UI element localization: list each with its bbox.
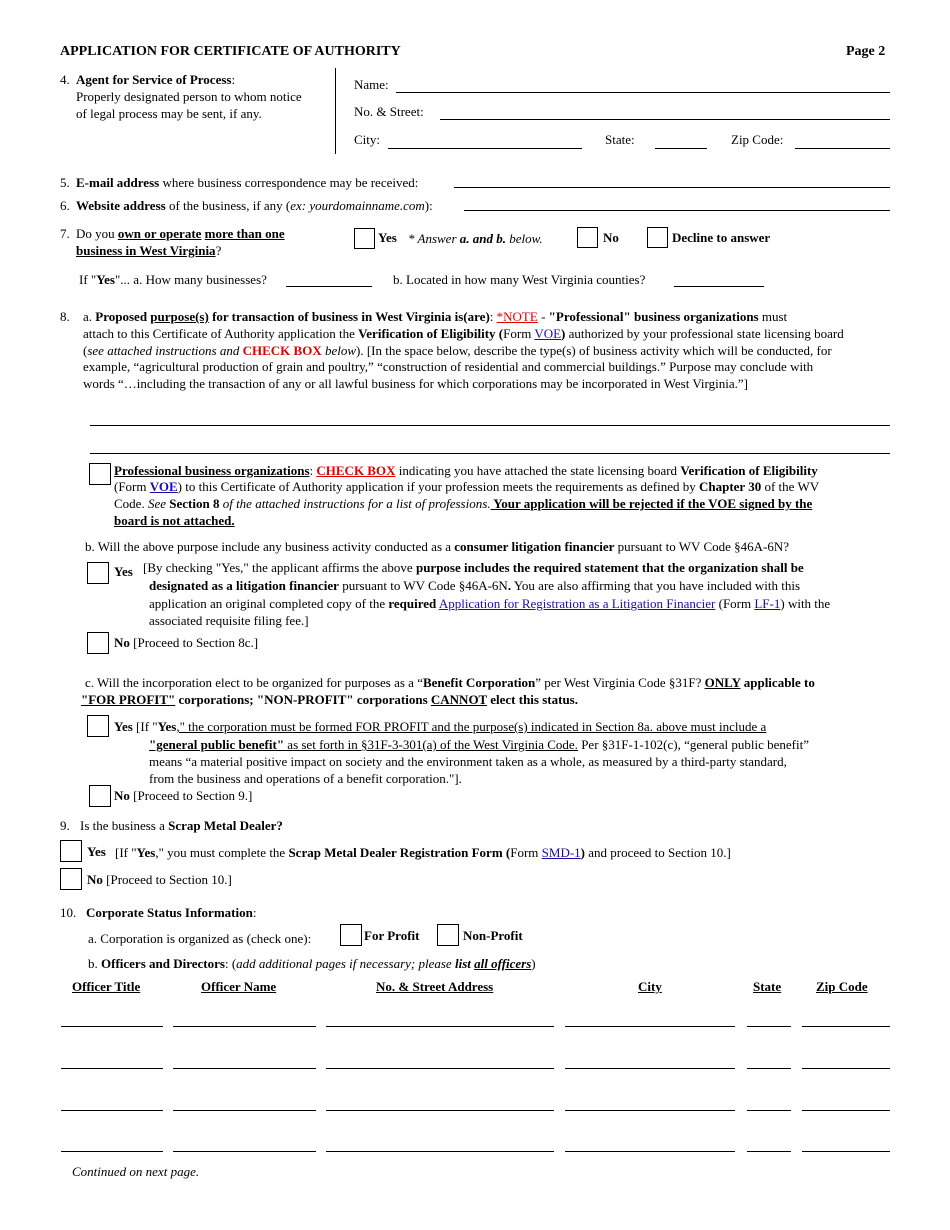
s8b-no-label: No [Proceed to Section 8c.] [114,635,259,650]
website-field[interactable] [464,210,890,211]
s8b-yes-line2: designated as a litigation financier pursuant to WV Code §46A-6N. You are also affirming that you have included with this [149,578,801,593]
officer-street-field[interactable] [326,1151,554,1152]
officer-state-field[interactable] [747,1068,791,1069]
officer-zip-field[interactable] [802,1110,890,1111]
non-profit-label: Non-Profit [463,928,523,943]
s7-no-checkbox[interactable] [577,227,598,248]
for-profit-label: For Profit [364,928,420,943]
s10b-label: b. Officers and Directors: (add additional pages if necessary; please list all officers) [88,956,536,971]
s8b-yes-line3: application an original completed copy of the required Application for Registration as a Litigation Financier (Form LF-1) with the [149,596,831,611]
s9-question: Is the business a Scrap Metal Dealer? [80,818,283,833]
s4-number: 4. [60,72,70,87]
officer-title-field[interactable] [61,1110,163,1111]
smd1-link[interactable]: SMD-1 [541,845,581,860]
prof-org-checkbox[interactable] [89,463,111,485]
s8b-yes-line1: [By checking "Yes," the applicant affirms the above purpose includes the required statement that the organization shall be [143,560,804,575]
non-profit-checkbox[interactable] [437,924,459,946]
s7-decline-checkbox[interactable] [647,227,668,248]
s8b-yes-checkbox[interactable] [87,562,109,584]
s5-label: E-mail address where business correspondence may be received: [76,175,419,190]
agent-state-label: State: [605,132,635,147]
agent-zip-field[interactable] [795,148,890,149]
s4-divider [335,68,336,154]
s7-question-line2: business in West Virginia? [76,243,222,258]
s8c-yes-line3: means “a material positive impact on society and the environment taken as a whole, as measured by a third-party standard, [149,754,787,769]
s7-a-field[interactable] [286,286,372,287]
officer-title-field[interactable] [61,1026,163,1027]
officer-street-field[interactable] [326,1068,554,1069]
officer-state-field[interactable] [747,1151,791,1152]
purpose-field-line1[interactable] [90,425,890,426]
prof-line4: board is not attached. [114,513,235,528]
voe-link[interactable]: VOE [534,326,562,341]
for-profit-checkbox[interactable] [340,924,362,946]
continued-note: Continued on next page. [72,1164,200,1179]
officer-zip-field[interactable] [802,1151,890,1152]
col-officer-name: Officer Name [201,979,277,994]
officer-name-field[interactable] [173,1110,316,1111]
col-street-address: No. & Street Address [376,979,494,994]
agent-zip-label: Zip Code: [731,132,784,147]
lf1-link[interactable]: LF-1 [754,596,781,611]
s4-desc-line2: of legal process may be sent, if any. [76,106,262,121]
s6-label: Website address of the business, if any (ex: yourdomainname.com): [76,198,433,213]
officer-name-field[interactable] [173,1026,316,1027]
s7-yes-note: * Answer a. and b. below. [408,231,543,246]
officer-name-field[interactable] [173,1151,316,1152]
officer-city-field[interactable] [565,1068,735,1069]
s7-question-line1: Do you own or operate more than one [76,226,285,241]
agent-city-field[interactable] [388,148,582,149]
s7-decline-label: Decline to answer [672,230,771,245]
s8b-question: b. Will the above purpose include any business activity conducted as a consumer litigation financier pursuant to WV Code §46A-6N? [85,539,790,554]
s8c-yes-line1: Yes [If "Yes," the corporation must be formed FOR PROFIT and the purpose(s) indicated in Section 8a. above must include a [114,719,767,734]
officer-street-field[interactable] [326,1110,554,1111]
officer-city-field[interactable] [565,1026,735,1027]
s7-yes-label: Yes [378,230,397,245]
s8-number: 8. [60,309,70,324]
prof-line2: (Form VOE) to this Certificate of Authority application if your profession meets the requirements as defined by Chapter 30 of the WV [114,479,820,494]
agent-state-field[interactable] [655,148,707,149]
agent-name-field[interactable] [396,92,890,93]
form-title: APPLICATION FOR CERTIFICATE OF AUTHORITY [60,44,401,59]
s8a-line2: attach to this Certificate of Authority application the Verification of Eligibility (Form VOE) authorized by your professional state licensing board [83,326,844,341]
officer-name-field[interactable] [173,1068,316,1069]
s8c-yes-line4: from the business and operations of a benefit corporation."]. [149,771,462,786]
col-city: City [638,979,662,994]
officer-title-field[interactable] [61,1151,163,1152]
s7-a-label: If "Yes"... a. How many businesses? [79,272,267,287]
officer-state-field[interactable] [747,1026,791,1027]
s8c-no-label: No [Proceed to Section 9.] [114,788,253,803]
officer-street-field[interactable] [326,1026,554,1027]
officer-city-field[interactable] [565,1110,735,1111]
s4-heading: Agent for Service of Process: [76,72,236,87]
s7-yes-checkbox[interactable] [354,228,375,249]
officer-zip-field[interactable] [802,1068,890,1069]
s7-number: 7. [60,226,70,241]
s10-number: 10. [60,905,77,920]
s8c-line1: c. Will the incorporation elect to be organized for purposes as a “Benefit Corporation” per West Virginia Code §31F? ONLY applicable to [85,675,815,690]
page-number: Page 2 [846,44,886,59]
officer-title-field[interactable] [61,1068,163,1069]
s9-no-label: No [Proceed to Section 10.] [87,872,232,887]
s7-no-label: No [603,230,619,245]
col-state: State [753,979,782,994]
s8a-line1: a. Proposed purpose(s) for transaction of business in West Virginia is(are): *NOTE - "Professional" business organizations must [83,309,788,324]
officer-city-field[interactable] [565,1151,735,1152]
s10-heading: Corporate Status Information: [86,905,257,920]
s5-number: 5. [60,175,70,190]
s9-yes-text: [If "Yes," you must complete the Scrap Metal Dealer Registration Form (Form SMD-1) and proceed to Section 10.] [115,845,731,860]
s8c-line2: "FOR PROFIT" corporations; "NON-PROFIT" corporations CANNOT elect this status. [81,692,578,707]
s8a-line3: (see attached instructions and CHECK BOX below). [In the space below, describe the type(s) of business activity which will be conducted, for [83,343,832,358]
s8c-no-checkbox[interactable] [89,785,111,807]
officer-state-field[interactable] [747,1110,791,1111]
purpose-field-line2[interactable] [90,453,890,454]
col-zip: Zip Code [816,979,868,994]
s8b-yes-line4: associated requisite filing fee.] [149,613,309,628]
s8a-line4: example, “agricultural production of grain and poultry,” “construction of residential and commercial buildings.” Purpose may conclude with [83,359,814,374]
voe-link-2[interactable]: VOE [149,479,178,494]
s4-desc-line1: Properly designated person to whom notice [76,89,302,104]
s6-number: 6. [60,198,70,213]
officer-zip-field[interactable] [802,1026,890,1027]
s9-yes-label: Yes [87,844,106,859]
s8b-no-checkbox[interactable] [87,632,109,654]
agent-name-label: Name: [354,77,389,92]
s7-b-label: b. Located in how many West Virginia counties? [393,272,646,287]
s8c-yes-checkbox[interactable] [87,715,109,737]
agent-city-label: City: [354,132,381,147]
prof-line3: Code. See Section 8 of the attached instructions for a list of professions. Your application will be rejected if the VOE signed by the [114,496,813,511]
s9-yes-checkbox[interactable] [60,840,82,862]
s8a-line5: words “…including the transaction of any or all lawful business for which corporations may be incorporated in West Virginia.”] [83,376,748,391]
agent-street-field[interactable] [440,119,890,120]
col-officer-title: Officer Title [72,979,141,994]
s9-number: 9. [60,818,70,833]
s9-no-checkbox[interactable] [60,868,82,890]
s7-b-field[interactable] [674,286,764,287]
lf1-application-link[interactable]: Application for Registration as a Litigation Financier [438,596,716,611]
email-field[interactable] [454,187,890,188]
s10a-label: a. Corporation is organized as (check one): [88,931,312,946]
s8b-yes-label: Yes [114,564,133,579]
agent-street-label: No. & Street: [354,104,424,119]
prof-line1: Professional business organizations: CHECK BOX indicating you have attached the state licensing board Verification of Eligibility [114,463,818,478]
s8c-yes-line2: "general public benefit" as set forth in §31F-3-301(a) of the West Virginia Code. Per §31F-1-102(c), “general public benefit” [149,737,809,752]
